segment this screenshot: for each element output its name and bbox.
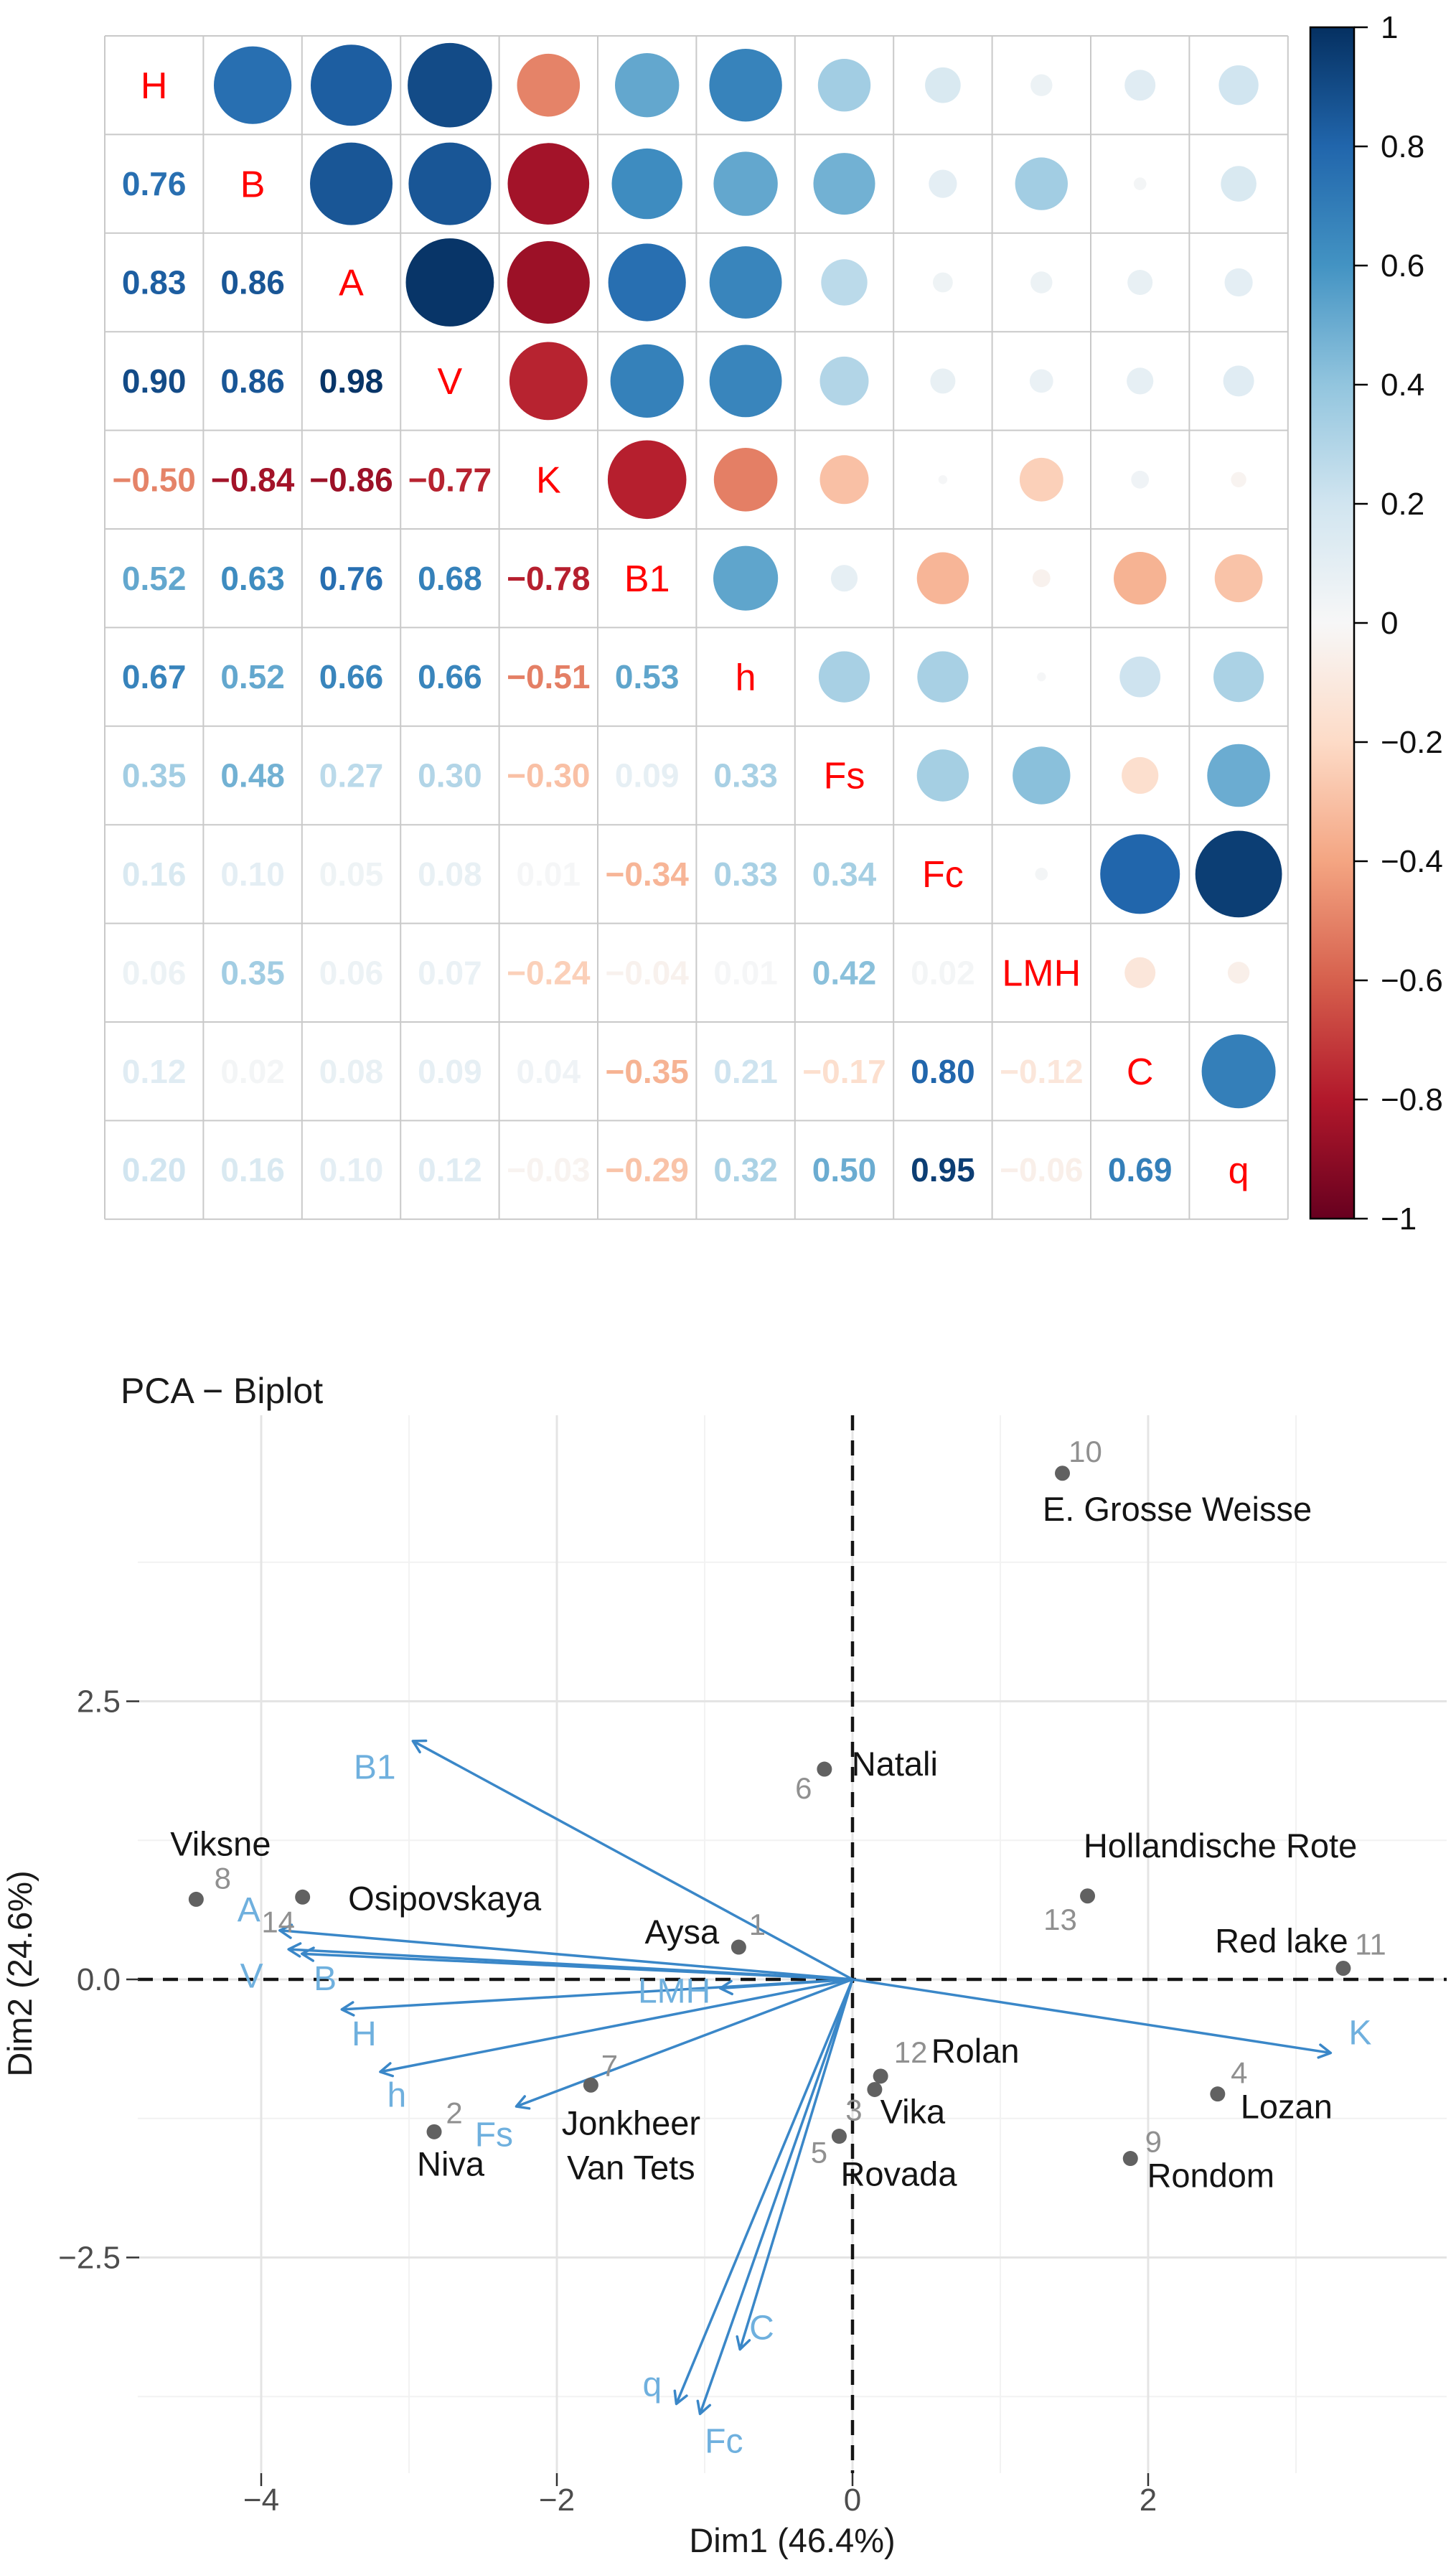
pca-loading-arrow-A — [281, 1931, 853, 1979]
corr-value: 0.95 — [911, 1151, 975, 1189]
corr-value: −0.30 — [507, 756, 591, 794]
x-tick-label: −4 — [243, 2482, 280, 2518]
pca-point-name: Vika — [880, 2092, 946, 2131]
colorbar — [1310, 10, 1443, 1237]
corr-value: 0.20 — [121, 1151, 187, 1189]
pca-point-name: Rovada — [840, 2155, 957, 2193]
correlation-matrix — [105, 36, 1288, 1219]
corr-circle — [1124, 70, 1155, 100]
corr-circle — [1213, 652, 1264, 702]
corr-diagonal-label: V — [437, 361, 463, 403]
corr-circle — [821, 259, 867, 305]
pca-point-dot — [189, 1892, 204, 1907]
corr-value: 0.02 — [911, 954, 975, 992]
corr-circle — [917, 652, 968, 703]
corr-diagonal-label: h — [735, 657, 756, 699]
corr-circle — [1119, 657, 1160, 698]
corr-value: 0.01 — [713, 954, 778, 992]
corr-circle — [1228, 962, 1249, 983]
colorbar-tick-label: 0.8 — [1381, 129, 1425, 164]
corr-circle — [1221, 166, 1257, 202]
corr-circle — [1030, 75, 1052, 96]
corr-circle — [925, 67, 961, 103]
pca-point-dot — [1055, 1466, 1070, 1481]
corr-circle — [408, 143, 491, 225]
y-tick-label: −2.5 — [58, 2240, 121, 2276]
corr-circle — [714, 448, 778, 512]
pca-point-name: Osipovskaya — [348, 1879, 542, 1918]
corr-value: −0.84 — [210, 461, 295, 499]
pca-point-name: Jonkheer Van Tets — [561, 2104, 701, 2187]
corr-circle — [939, 475, 947, 484]
corr-value: −0.03 — [507, 1151, 591, 1189]
corr-diagonal-label: Fs — [823, 755, 865, 797]
corr-circle — [930, 368, 955, 393]
corr-value: 0.30 — [418, 756, 482, 794]
corr-value: 0.67 — [121, 658, 187, 696]
corr-value: 0.08 — [418, 855, 482, 893]
y-tick-label: 2.5 — [76, 1684, 121, 1720]
corr-circle — [615, 53, 679, 117]
corr-circle — [1124, 957, 1155, 988]
corr-circle — [818, 59, 870, 111]
corr-circle — [1223, 365, 1254, 396]
corr-value: −0.17 — [802, 1052, 886, 1090]
corr-circle — [310, 143, 393, 225]
corr-value: −0.04 — [605, 954, 689, 992]
corr-value: 0.66 — [319, 658, 384, 696]
corr-circle — [1225, 268, 1253, 296]
corr-value: 0.02 — [220, 1052, 285, 1090]
pca-point-name: Aysa — [644, 1913, 720, 1951]
pca-point-name: Rolan — [931, 2031, 1020, 2070]
pca-arrow-label-B: B — [314, 1960, 337, 1999]
pca-point-name: Niva — [417, 2144, 485, 2183]
pca-point-name: Red lake — [1215, 1921, 1348, 1960]
corr-circle — [820, 357, 869, 405]
corr-circle — [1215, 554, 1263, 602]
corr-circle — [1127, 270, 1152, 295]
corr-value: 0.68 — [418, 559, 482, 597]
x-tick-label: −2 — [538, 2482, 576, 2518]
colorbar-tick-label: −1 — [1381, 1201, 1417, 1237]
corr-value: 0.76 — [121, 165, 187, 203]
x-tick-label: 0 — [843, 2482, 862, 2518]
corr-circle — [917, 553, 969, 604]
pca-arrow-label-K: K — [1348, 2014, 1372, 2053]
corr-value: 0.80 — [911, 1052, 975, 1090]
corr-diagonal-label: q — [1228, 1150, 1249, 1192]
corr-value: 0.05 — [319, 855, 384, 893]
corr-circle — [408, 43, 492, 128]
corr-circle — [814, 153, 875, 215]
corr-value: −0.24 — [507, 954, 591, 992]
corr-value: 0.16 — [220, 1151, 285, 1189]
corr-diagonal-label: C — [1126, 1051, 1154, 1093]
corr-value: 0.52 — [220, 658, 285, 696]
y-axis-title: Dim2 (24.6%) — [1, 1870, 39, 2077]
pca-point-dot — [583, 2078, 598, 2093]
pca-point-dot — [1080, 1888, 1095, 1903]
corr-circle — [1015, 157, 1068, 210]
corr-circle — [709, 49, 781, 121]
corr-circle — [1131, 471, 1149, 489]
corr-value: 0.27 — [319, 756, 384, 794]
pca-point-number: 5 — [810, 2135, 828, 2170]
corr-value: 0.86 — [220, 362, 285, 400]
corr-value: 0.69 — [1107, 1151, 1173, 1189]
corr-value: 0.35 — [121, 756, 187, 794]
pca-point-number: 6 — [795, 1771, 812, 1806]
corr-value: 0.04 — [516, 1052, 581, 1090]
corr-diagonal-label: A — [339, 262, 364, 304]
pca-point-number: 3 — [845, 2093, 863, 2127]
pca-point-number: 8 — [214, 1861, 232, 1895]
pca-point-dot — [427, 2124, 442, 2139]
corr-circle — [917, 749, 969, 801]
pca-arrow-label-V: V — [240, 1957, 263, 1996]
pca-point-number: 1 — [748, 1908, 766, 1942]
corr-circle — [819, 652, 870, 703]
pca-point-number: 14 — [261, 1905, 296, 1939]
pca-point-number: 10 — [1068, 1434, 1102, 1468]
corr-circle — [1231, 472, 1246, 487]
pca-arrow-label-A: A — [237, 1890, 260, 1929]
x-axis-title: Dim1 (46.4%) — [689, 2521, 896, 2559]
corr-circle — [517, 54, 581, 117]
corr-circle — [1196, 831, 1282, 918]
corr-circle — [710, 345, 782, 418]
corr-diagonal-label: B1 — [624, 558, 670, 600]
corr-value: 0.16 — [121, 855, 187, 893]
corr-value: 0.10 — [220, 855, 285, 893]
pca-loading-arrow-V — [303, 1954, 853, 1979]
pca-point-name: Natali — [851, 1745, 938, 1783]
pca-point-number: 9 — [1145, 2124, 1162, 2159]
colorbar-tick-label: −0.4 — [1381, 844, 1443, 879]
corr-diagonal-label: B — [240, 164, 266, 206]
corr-circle — [509, 342, 588, 421]
pca-point-dot — [1210, 2086, 1225, 2101]
corr-circle — [214, 47, 291, 124]
corr-circle — [608, 441, 687, 520]
corr-value: 0.35 — [220, 954, 285, 992]
pca-point-number: 2 — [446, 2096, 463, 2130]
pca-arrow-label-H: H — [351, 2015, 377, 2053]
colorbar-gradient — [1310, 27, 1354, 1219]
corr-diagonal-label: K — [535, 459, 561, 502]
corr-diagonal-label: Fc — [922, 854, 964, 896]
corr-value: 0.08 — [319, 1052, 384, 1090]
corr-circle — [713, 546, 778, 611]
colorbar-tick-label: 0.4 — [1381, 367, 1425, 403]
corr-circle — [820, 455, 869, 504]
pca-point-number: 11 — [1355, 1927, 1386, 1961]
corr-circle — [1100, 834, 1180, 914]
pca-arrow-label-C: C — [749, 2309, 774, 2348]
corr-diagonal-label: H — [140, 65, 168, 107]
colorbar-tick-label: 0 — [1381, 606, 1399, 641]
corr-value: −0.34 — [605, 855, 689, 893]
pca-point-dot — [832, 2129, 847, 2144]
pca-point-number: 4 — [1231, 2055, 1248, 2090]
corr-circle — [710, 246, 782, 319]
corr-circle — [1035, 868, 1048, 881]
corr-value: 0.06 — [121, 954, 187, 992]
corr-circle — [929, 170, 957, 198]
corr-value: −0.86 — [309, 461, 393, 499]
corr-value: −0.29 — [605, 1151, 689, 1189]
pca-arrow-label-B1: B1 — [353, 1748, 396, 1787]
pca-arrow-label-q: q — [642, 2366, 662, 2404]
pca-point-dot — [731, 1940, 746, 1955]
colorbar-tick-label: −0.2 — [1381, 725, 1443, 760]
colorbar-tick-label: −0.6 — [1381, 963, 1443, 998]
pca-point-number: 7 — [601, 2048, 619, 2083]
corr-circle — [612, 149, 682, 219]
pca-point-name: E. Grosse Weisse — [1042, 1489, 1312, 1528]
corr-value: 0.53 — [614, 658, 680, 696]
corr-circle — [1218, 65, 1258, 105]
corr-value: 0.48 — [220, 756, 285, 794]
colorbar-tick-label: 0.6 — [1381, 248, 1425, 283]
pca-arrow-label-LMH: LMH — [637, 1972, 711, 2011]
corr-value: −0.77 — [408, 461, 492, 499]
corr-value: 0.76 — [319, 559, 384, 597]
corr-circle — [1202, 1034, 1276, 1108]
corr-circle — [1020, 458, 1063, 502]
corr-value: 0.42 — [812, 954, 877, 992]
corr-value: 0.50 — [812, 1151, 877, 1189]
corr-value: 0.52 — [121, 559, 187, 597]
pca-arrow-label-Fc: Fc — [705, 2422, 743, 2461]
pca-loading-arrow-B1 — [413, 1741, 853, 1979]
colorbar-tick-label: 0.2 — [1381, 487, 1425, 522]
corr-circle — [831, 565, 858, 591]
corr-value: −0.50 — [112, 461, 196, 499]
pca-arrow-label-Fs: Fs — [474, 2116, 514, 2155]
corr-circle — [1030, 271, 1052, 293]
corr-circle — [1122, 757, 1158, 794]
pca-point-dot — [295, 1890, 310, 1905]
corr-value: 0.63 — [220, 559, 285, 597]
pca-point-name: Viksne — [170, 1824, 271, 1863]
pca-title: PCA − Biplot — [121, 1371, 324, 1411]
pca-loading-arrow-C — [740, 1979, 853, 2349]
corr-value: 0.66 — [418, 658, 482, 696]
corr-value: −0.12 — [1000, 1052, 1084, 1090]
pca-point-name: Rondom — [1147, 2156, 1275, 2195]
pca-point-number: 12 — [893, 2035, 928, 2069]
colorbar-tick-label: −0.8 — [1381, 1082, 1443, 1117]
pca-point-name: Hollandische Rote — [1083, 1826, 1358, 1865]
pca-point-dot — [817, 1762, 832, 1777]
corr-value: 0.34 — [812, 855, 877, 893]
corr-circle — [1037, 672, 1046, 681]
pca-point-dot — [873, 2068, 888, 2083]
corr-circle — [611, 344, 684, 418]
corr-circle — [1033, 569, 1051, 587]
pca-point-dot — [1335, 1961, 1351, 1976]
corr-circle — [1114, 552, 1166, 604]
corr-value: 0.09 — [418, 1052, 482, 1090]
corr-circle — [507, 241, 590, 324]
corr-value: 0.32 — [713, 1151, 778, 1189]
corr-value: 0.12 — [121, 1052, 187, 1090]
corr-value: 0.21 — [713, 1052, 778, 1090]
pca-point-number: 13 — [1043, 1902, 1077, 1936]
corr-value: 0.90 — [121, 362, 187, 400]
corr-circle — [311, 44, 392, 126]
corr-value: 0.98 — [319, 362, 384, 400]
corr-value: 0.07 — [418, 954, 482, 992]
corr-circle — [1127, 367, 1153, 394]
corr-value: 0.83 — [121, 263, 187, 301]
pca-point-name: Lozan — [1240, 2087, 1333, 2126]
corr-value: 0.06 — [319, 954, 384, 992]
corr-value: 0.12 — [418, 1151, 482, 1189]
colorbar-tick-label: 1 — [1381, 10, 1399, 45]
corr-circle — [508, 143, 590, 225]
corr-circle — [406, 238, 494, 327]
pca-biplot — [58, 1415, 1447, 2518]
x-tick-label: 2 — [1139, 2482, 1157, 2518]
corr-value: −0.35 — [605, 1052, 689, 1090]
corr-value: 0.33 — [713, 756, 778, 794]
corr-circle — [1030, 370, 1053, 393]
corr-circle — [713, 151, 777, 215]
corr-value: 0.86 — [220, 263, 285, 301]
corr-circle — [1207, 744, 1270, 807]
corr-value: 0.33 — [713, 855, 778, 893]
corr-value: −0.51 — [507, 658, 591, 696]
corr-circle — [1134, 177, 1147, 190]
corr-value: 0.09 — [614, 756, 680, 794]
corr-circle — [1013, 746, 1070, 804]
pca-arrow-label-h: h — [387, 2076, 407, 2115]
corr-value: −0.78 — [507, 559, 591, 597]
y-tick-label: 0.0 — [76, 1962, 121, 1997]
corr-value: 0.10 — [319, 1151, 384, 1189]
pca-loading-arrow-Fc — [700, 1979, 853, 2414]
corr-circle — [609, 243, 686, 321]
pca-point-dot — [1123, 2151, 1138, 2166]
corr-circle — [933, 273, 953, 293]
corr-value: 0.01 — [516, 855, 581, 893]
corr-value: −0.06 — [1000, 1151, 1084, 1189]
corr-diagonal-label: LMH — [1002, 952, 1081, 995]
